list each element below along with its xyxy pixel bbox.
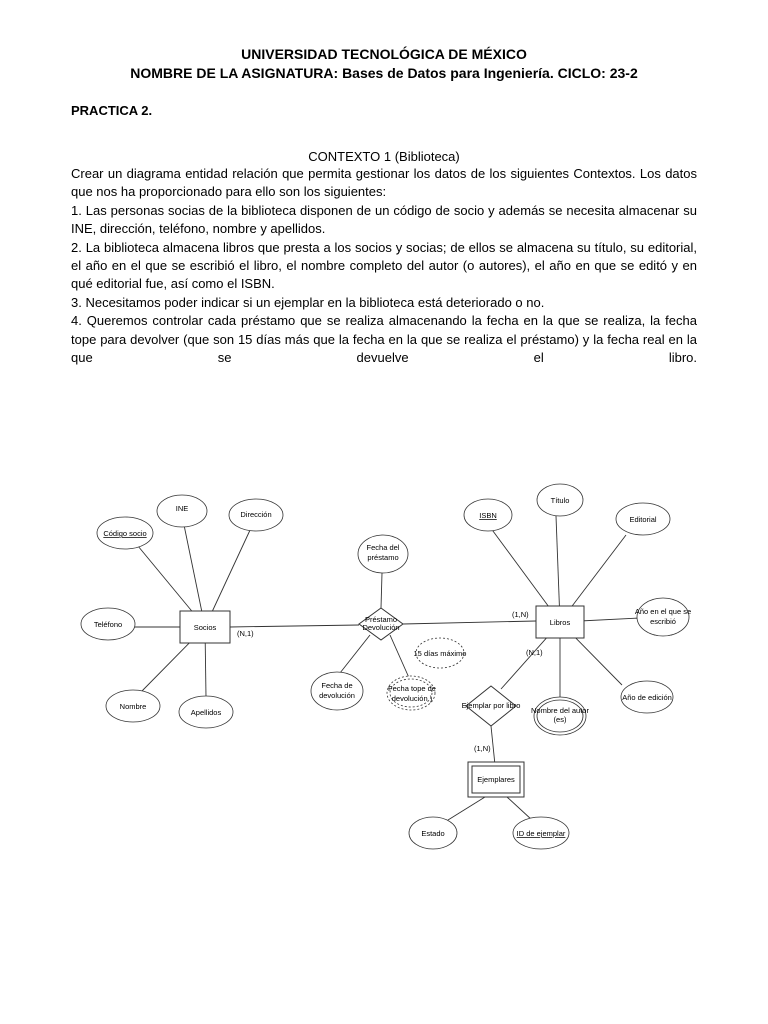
attribute-anio-edicion [621,681,673,713]
paragraph-2: 2. La biblioteca almacena libros que presta a los socios y socias; de ellos se almacena su título, su editorial, el año en el que se escribió el libro, el nombre completo del autor (o autores), el año en que se editó y en qué editorial fue, así como el ISBN. [71,239,697,292]
svg-text:escribió: escribió [650,617,676,626]
svg-text:Título: Título [550,496,570,505]
svg-text:INE: INE [175,504,189,513]
attribute-fecha-prestamo [358,535,408,573]
cardinality-ejemplar-ejemplares: (1,N) [474,744,491,753]
attribute-nombre [106,690,160,722]
svg-text:Ejemplares: Ejemplares [477,775,515,784]
svg-text:Editorial: Editorial [629,515,657,524]
svg-text:Año de edición: Año de edición [622,693,672,702]
svg-text:préstamo: préstamo [367,553,399,562]
svg-text:(es): (es) [553,715,567,724]
svg-text:15 días máximo: 15 días máximo [413,649,467,658]
svg-text:Devolución: Devolución [362,623,400,632]
svg-text:Año en el que se: Año en el que se [634,607,692,616]
relation-prestamo-devolucion [359,608,403,640]
svg-text:Teléfono: Teléfono [93,620,123,629]
svg-text:Libros: Libros [549,618,571,627]
attribute-codigo-socio [97,517,153,549]
svg-text:Nombre: Nombre [119,702,147,711]
attribute-ine [157,495,207,527]
er-diagram [0,470,768,870]
svg-text:Nombre del autor: Nombre del autor [531,706,589,715]
attribute-fecha-devolucion [311,672,363,710]
paragraph-1: 1. Las personas socias de la biblioteca disponen de un código de socio y además se necesita almacenar su INE, dirección, teléfono, nombre y apellidos. [71,202,697,237]
attribute-id-ejemplar [513,817,569,849]
paragraph-intro: Crear un diagrama entidad relación que permita gestionar los datos de los siguientes Contextos. Los datos que nos ha proporcionado para ello son los siguientes: [71,166,697,200]
note-15-dias [414,638,467,668]
svg-text:Fecha tope de: Fecha tope de [388,684,436,693]
attribute-isbn [464,499,512,531]
cardinality-libros-ejemplar: (N,1) [526,648,543,657]
cardinality-libros-prestamo: (1,N) [512,610,529,619]
attribute-fecha-tope [387,676,436,710]
attribute-telefono [81,608,135,640]
cardinality-socios-prestamo: (N,1) [237,629,254,638]
attribute-direccion [229,499,283,531]
svg-text:Socios: Socios [193,623,217,632]
relation-ejemplar-por-libro [462,686,521,726]
university-title: UNIVERSIDAD TECNOLÓGICA DE MÉXICO [241,46,527,62]
svg-text:Código socio: Código socio [103,529,147,538]
entity-socios [180,611,230,643]
attribute-editorial [616,503,670,535]
attribute-anio-escrito [635,598,691,636]
attribute-nombre-autor [531,697,589,735]
context-title: CONTEXTO 1 (Biblioteca) [308,149,460,164]
svg-text:Apellidos: Apellidos [190,708,222,717]
svg-text:devolución: devolución [319,691,355,700]
svg-text:Dirección: Dirección [240,510,272,519]
paragraph-3: 3. Necesitamos poder indicar si un ejemplar en la biblioteca está deteriorado o no. [71,294,545,310]
context-description [71,165,697,367]
paragraph-4: 4. Queremos controlar cada préstamo que se realiza almacenando la fecha en la que se realiza, la fecha tope para devolver (que son 15 días más que la fecha en la que se realiza el préstamo) y la fecha real en la que se devuelve el libro. [71,313,697,366]
attribute-apellidos [179,696,233,728]
svg-text:Estado: Estado [421,829,445,838]
practice-label: PRACTICA 2. [71,103,153,118]
svg-text:Fecha de: Fecha de [321,681,353,690]
entity-ejemplares [468,762,524,797]
attribute-estado [409,817,457,849]
svg-text:ID de ejemplar: ID de ejemplar [516,829,566,838]
svg-text:devolución ): devolución ) [391,694,433,703]
svg-text:ISBN: ISBN [479,511,497,520]
svg-text:Fecha del: Fecha del [366,543,400,552]
attribute-titulo [537,484,583,516]
svg-text:Ejemplar por libro: Ejemplar por libro [461,701,521,710]
entity-libros [536,606,584,638]
course-title: NOMBRE DE LA ASIGNATURA: Bases de Datos para Ingeniería. CICLO: 23-2 [130,65,638,81]
svg-text:Préstamo: Préstamo [364,615,398,624]
